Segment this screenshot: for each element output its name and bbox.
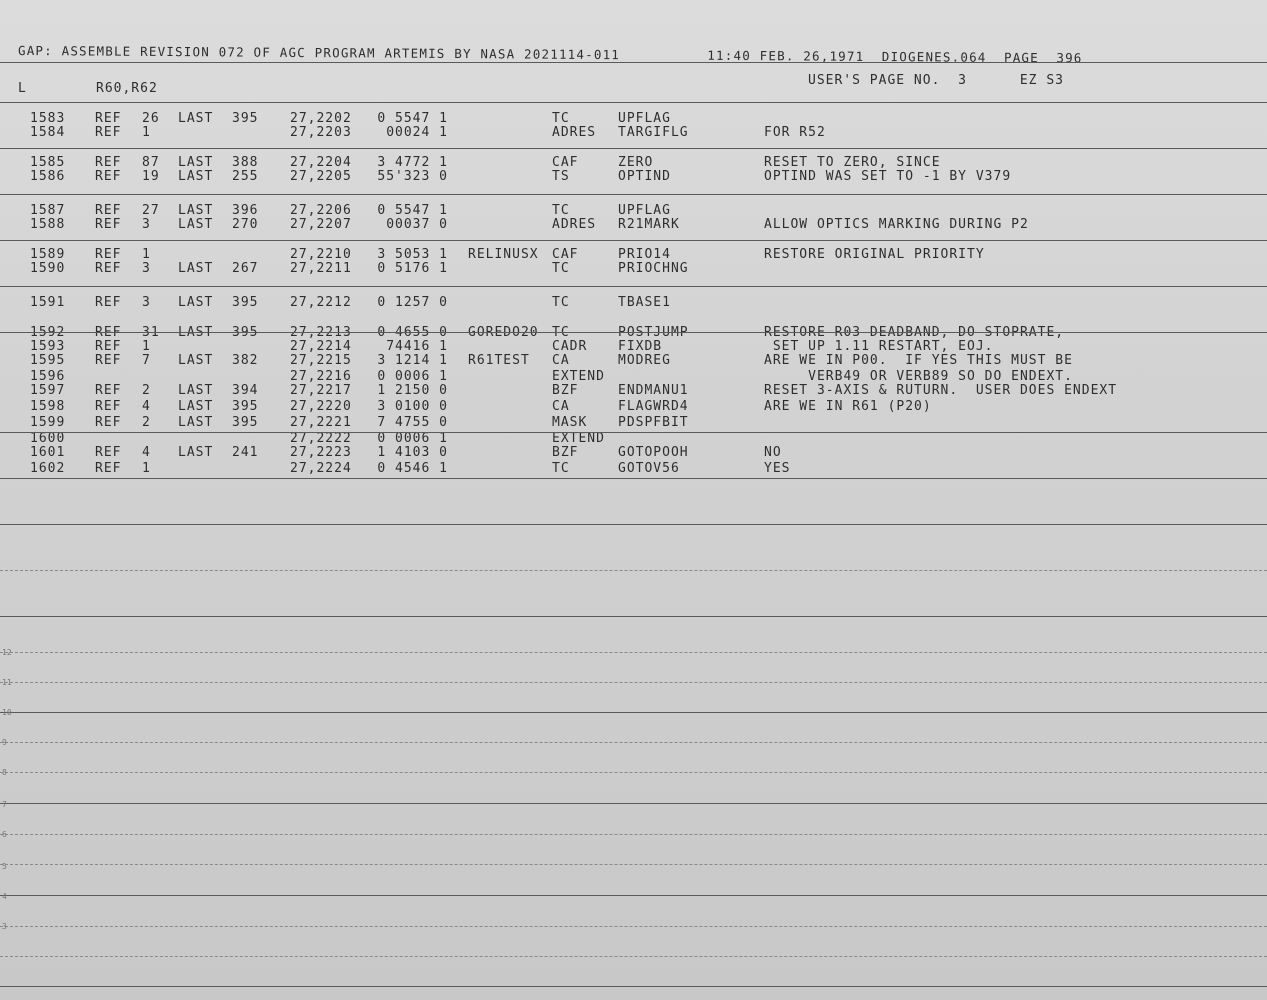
cell-refnum: 2: [142, 415, 151, 430]
header-datetime: 11:40 FEB. 26,1971: [707, 47, 865, 64]
cell-op: ADRES: [552, 217, 597, 232]
cell-refnum: 26: [142, 111, 160, 126]
form-rule: [0, 102, 1267, 103]
cell-line: 1590: [30, 261, 66, 276]
cell-line: 1584: [30, 125, 66, 140]
cell-line: 1602: [30, 461, 66, 476]
cell-addr: 27,2205: [290, 169, 352, 184]
cell-line: 1597: [30, 383, 66, 398]
margin-mark: 12: [2, 648, 12, 657]
cell-op: MASK: [552, 415, 588, 430]
form-rule: [0, 286, 1267, 287]
cell-code: 0 1257 0: [377, 295, 448, 310]
cell-addr: 27,2223: [290, 445, 352, 460]
cell-operand: ZERO: [618, 155, 654, 170]
cell-operand: UPFLAG: [618, 203, 671, 218]
cell-operand: GOTOV56: [618, 461, 680, 476]
form-rule: [0, 772, 1267, 773]
cell-lastnum: 394: [232, 383, 259, 398]
cell-operand: FLAGWRD4: [618, 399, 689, 414]
cell-label: RELINUSX: [468, 247, 539, 262]
cell-operand: OPTIND: [618, 169, 671, 184]
cell-last: LAST: [178, 295, 214, 310]
cell-addr: 27,2204: [290, 155, 352, 170]
cell-ref: REF: [95, 295, 122, 310]
cell-line: 1595: [30, 353, 66, 368]
cell-last: LAST: [178, 415, 214, 430]
cell-last: LAST: [178, 353, 214, 368]
cell-refnum: 3: [142, 217, 151, 232]
cell-addr: 27,2217: [290, 383, 352, 398]
cell-comment: FOR R52: [764, 125, 826, 140]
margin-mark: 7: [2, 800, 7, 809]
cell-addr: 27,2221: [290, 415, 352, 430]
cell-code: 00037 0: [386, 217, 448, 232]
cell-op: TC: [552, 325, 570, 340]
cell-label: GOREDO20: [468, 325, 539, 340]
cell-ref: REF: [95, 399, 122, 414]
cell-op: TC: [552, 295, 570, 310]
cell-code: 1 4103 0: [377, 445, 448, 460]
cell-code: 0 4655 0: [377, 325, 448, 340]
header-title: GAP: ASSEMBLE REVISION 072 OF AGC PROGRAM ARTEMIS BY NASA 2021114-011: [17, 43, 621, 63]
cell-addr: 27,2202: [290, 111, 352, 126]
cell-op: EXTEND: [552, 369, 605, 384]
cell-comment: VERB49 OR VERB89 SO DO ENDEXT.: [764, 369, 1073, 384]
cell-last: LAST: [178, 111, 214, 126]
cell-addr: 27,2210: [290, 247, 352, 262]
cell-operand: ENDMANU1: [618, 383, 689, 398]
cell-comment: RESTORE ORIGINAL PRIORITY: [764, 247, 985, 262]
cell-ref: REF: [95, 203, 122, 218]
cell-code: 3 4772 1: [377, 155, 448, 170]
cell-ref: REF: [95, 353, 122, 368]
cell-addr: 27,2211: [290, 261, 352, 276]
form-rule: [0, 148, 1267, 149]
cell-refnum: 1: [142, 125, 151, 140]
cell-addr: 27,2222: [290, 431, 352, 446]
cell-operand: TARGIFLG: [618, 125, 689, 140]
cell-comment: RESET TO ZERO, SINCE: [764, 155, 941, 170]
cell-ref: REF: [95, 445, 122, 460]
cell-ref: REF: [95, 111, 122, 126]
form-rule: [0, 616, 1267, 617]
cell-lastnum: 270: [232, 217, 259, 232]
cell-lastnum: 396: [232, 203, 259, 218]
cell-operand: GOTOPOOH: [618, 445, 689, 460]
cell-line: 1593: [30, 339, 66, 354]
cell-code: 0 0006 1: [377, 431, 448, 446]
cell-lastnum: 255: [232, 169, 259, 184]
form-rule: [0, 240, 1267, 241]
cell-lastnum: 267: [232, 261, 259, 276]
cell-addr: 27,2216: [290, 369, 352, 384]
cell-addr: 27,2207: [290, 217, 352, 232]
cell-op: CA: [552, 353, 570, 368]
cell-comment: YES: [764, 461, 791, 476]
cell-operand: R21MARK: [618, 217, 680, 232]
cell-ref: REF: [95, 325, 122, 340]
cell-code: 3 1214 1: [377, 353, 448, 368]
cell-line: 1601: [30, 445, 66, 460]
cell-operand: FIXDB: [618, 339, 663, 354]
cell-op: CA: [552, 399, 570, 414]
cell-op: TC: [552, 461, 570, 476]
form-rule: [0, 742, 1267, 743]
users-page-info: [808, 74, 1064, 88]
cell-op: TS: [552, 169, 570, 184]
cell-lastnum: 395: [232, 415, 259, 430]
subheader-tag: EZ S3: [1019, 73, 1064, 88]
form-rule: [0, 194, 1267, 195]
cell-last: LAST: [178, 399, 214, 414]
cell-comment: RESTORE R03 DEADBAND, DO STOPRATE,: [764, 325, 1065, 340]
cell-line: 1586: [30, 169, 66, 184]
cell-last: LAST: [178, 203, 214, 218]
cell-comment: RESET 3-AXIS & RUTURN. USER DOES ENDEXT: [764, 383, 1118, 398]
cell-addr: 27,2212: [290, 295, 352, 310]
cell-code: 0 0006 1: [377, 369, 448, 384]
cell-lastnum: 241: [232, 445, 259, 460]
cell-line: 1587: [30, 203, 66, 218]
subheader-section: R60,R62: [96, 81, 158, 96]
form-rule: [0, 478, 1267, 479]
cell-operand: MODREG: [618, 353, 671, 368]
cell-operand: UPFLAG: [618, 111, 671, 126]
cell-ref: REF: [95, 261, 122, 276]
cell-ref: REF: [95, 217, 122, 232]
cell-comment: SET UP 1.11 RESTART, EOJ.: [764, 339, 994, 354]
form-rule: [0, 332, 1267, 333]
cell-last: LAST: [178, 155, 214, 170]
cell-comment: ARE WE IN P00. IF YES THIS MUST BE: [764, 353, 1073, 368]
cell-op: CAF: [552, 247, 579, 262]
cell-line: 1588: [30, 217, 66, 232]
cell-op: ADRES: [552, 125, 597, 140]
cell-ref: REF: [95, 383, 122, 398]
cell-code: 3 0100 0: [377, 399, 448, 414]
cell-code: 0 5176 1: [377, 261, 448, 276]
cell-code: 0 5547 1: [377, 203, 448, 218]
cell-comment: ALLOW OPTICS MARKING DURING P2: [764, 217, 1029, 232]
cell-refnum: 1: [142, 339, 151, 354]
cell-lastnum: 382: [232, 353, 259, 368]
cell-addr: 27,2214: [290, 339, 352, 354]
form-rule: [0, 652, 1267, 653]
cell-refnum: 1: [142, 461, 151, 476]
cell-op: TC: [552, 261, 570, 276]
cell-op: BZF: [552, 445, 579, 460]
cell-ref: REF: [95, 247, 122, 262]
cell-code: 1 2150 0: [377, 383, 448, 398]
cell-op: TC: [552, 203, 570, 218]
cell-ref: REF: [95, 125, 122, 140]
cell-refnum: 19: [142, 169, 160, 184]
form-rule: [0, 926, 1267, 927]
cell-addr: 27,2215: [290, 353, 352, 368]
cell-last: LAST: [178, 383, 214, 398]
cell-comment: OPTIND WAS SET TO -1 BY V379: [764, 169, 1012, 184]
cell-ref: REF: [95, 339, 122, 354]
cell-line: 1585: [30, 155, 66, 170]
margin-mark: 9: [2, 738, 7, 747]
cell-op: TC: [552, 111, 570, 126]
cell-addr: 27,2206: [290, 203, 352, 218]
cell-line: 1600: [30, 431, 66, 446]
cell-refnum: 4: [142, 399, 151, 414]
form-rule: [0, 570, 1267, 571]
cell-addr: 27,2224: [290, 461, 352, 476]
cell-ref: REF: [95, 155, 122, 170]
margin-mark: 8: [2, 768, 7, 777]
cell-operand: PRIOCHNG: [618, 261, 689, 276]
cell-code: 74416 1: [386, 339, 448, 354]
cell-ref: REF: [95, 169, 122, 184]
cell-last: LAST: [178, 217, 214, 232]
cell-code: 3 5053 1: [377, 247, 448, 262]
cell-line: 1589: [30, 247, 66, 262]
cell-refnum: 2: [142, 383, 151, 398]
cell-lastnum: 395: [232, 295, 259, 310]
margin-mark: 3: [2, 922, 7, 931]
cell-operand: POSTJUMP: [618, 325, 689, 340]
cell-last: LAST: [178, 325, 214, 340]
cell-addr: 27,2203: [290, 125, 352, 140]
cell-code: 55'323 0: [377, 169, 448, 184]
form-rule: [0, 524, 1267, 525]
cell-last: LAST: [178, 445, 214, 460]
header-rule: [0, 62, 1267, 63]
form-rule: [0, 864, 1267, 865]
header-page-label: PAGE: [1003, 49, 1039, 66]
form-rule: [0, 682, 1267, 683]
cell-refnum: 4: [142, 445, 151, 460]
header-page-number: 396: [1056, 50, 1083, 66]
cell-comment: NO: [764, 445, 782, 460]
cell-refnum: 3: [142, 295, 151, 310]
form-rule: [0, 956, 1267, 957]
margin-mark: 11: [2, 678, 12, 687]
margin-mark: 10: [2, 708, 12, 717]
cell-operand: PRIO14: [618, 247, 671, 262]
cell-comment: ARE WE IN R61 (P20): [764, 399, 932, 414]
margin-mark: 4: [2, 892, 7, 901]
form-rule: [0, 803, 1267, 804]
cell-line: 1591: [30, 295, 66, 310]
cell-line: 1596: [30, 369, 66, 384]
cell-code: 0 4546 1: [377, 461, 448, 476]
cell-code: 00024 1: [386, 125, 448, 140]
cell-last: LAST: [178, 261, 214, 276]
cell-line: 1598: [30, 399, 66, 414]
cell-op: EXTEND: [552, 431, 605, 446]
cell-op: CADR: [552, 339, 588, 354]
cell-operand: TBASE1: [618, 295, 671, 310]
cell-label: R61TEST: [468, 353, 530, 368]
form-rule: [0, 712, 1267, 713]
form-rule: [0, 895, 1267, 896]
cell-operand: PDSPFBIT: [618, 415, 689, 430]
cell-code: 0 5547 1: [377, 111, 448, 126]
form-rule: [0, 432, 1267, 433]
subheader-left: L: [18, 81, 27, 96]
cell-addr: 27,2220: [290, 399, 352, 414]
cell-refnum: 3: [142, 261, 151, 276]
form-rule: [0, 834, 1267, 835]
cell-ref: REF: [95, 461, 122, 476]
cell-line: 1592: [30, 325, 66, 340]
cell-op: BZF: [552, 383, 579, 398]
header-operator: DIOGENES.064: [881, 49, 987, 65]
cell-refnum: 87: [142, 155, 160, 170]
cell-line: 1583: [30, 111, 66, 126]
cell-line: 1599: [30, 415, 66, 430]
cell-ref: REF: [95, 415, 122, 430]
cell-lastnum: 395: [232, 325, 259, 340]
cell-code: 7 4755 0: [377, 415, 448, 430]
cell-op: CAF: [552, 155, 579, 170]
cell-lastnum: 388: [232, 155, 259, 170]
margin-mark: 5: [2, 862, 7, 871]
margin-mark: 6: [2, 830, 7, 839]
users-page-label: USER'S PAGE NO.: [808, 73, 941, 88]
cell-addr: 27,2213: [290, 325, 352, 340]
cell-refnum: 1: [142, 247, 151, 262]
cell-lastnum: 395: [232, 111, 259, 126]
cell-refnum: 31: [142, 325, 160, 340]
cell-last: LAST: [178, 169, 214, 184]
cell-lastnum: 395: [232, 399, 259, 414]
users-page-number: 3: [958, 73, 967, 88]
cell-refnum: 27: [142, 203, 160, 218]
cell-refnum: 7: [142, 353, 151, 368]
form-rule: [0, 986, 1267, 987]
